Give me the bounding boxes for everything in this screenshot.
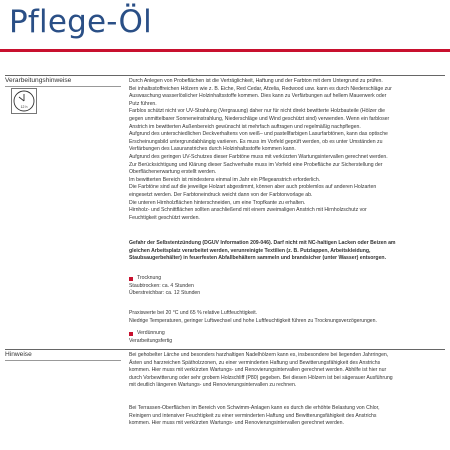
verduennung-block bbox=[129, 330, 441, 345]
trocknung-line: Staubtrocken: ca. 4 Stunden bbox=[129, 282, 194, 289]
paragraph-line: Im bewitterten Bereich ist mindestens einmal im Jahr ein Pflegeanstrich erforderlich. bbox=[129, 176, 321, 183]
paragraph-line: Hirnholz- und Schnittflächen sollten anschließend mit einem zweimaligen Anstrich mit Hirnholzschutz vor bbox=[129, 207, 367, 214]
paragraph-line: Zur Berücksichtigung und Klärung dieser Sachverhalte muss im Vorfeld eine Probefläche zur Sicherstellung der bbox=[129, 161, 383, 168]
paragraph-line: Bei Terrassen-Oberflächen im Bereich von Schwimm-Anlagen kann es durch die erhöhte Belastung von Chlor, bbox=[129, 405, 380, 411]
section-top-rule bbox=[5, 75, 445, 76]
page-title: Pflege-Öl bbox=[9, 4, 152, 40]
paragraph-line: Erscheinungsbild untergrundabhängig variieren. Es muss im Vorfeld geprüft werden, ob es unter Umständen zu bbox=[129, 138, 383, 145]
section-rule-hinweise bbox=[5, 349, 445, 350]
warning-block bbox=[129, 240, 441, 263]
paragraph-line: Verfärbungen des Lasuranstriches durch Holzinhaltsstoffe kommen kann. bbox=[129, 146, 296, 153]
paragraph-line: Auswaschung wasserlöslicher Holzinhaltsstoffe kommen. Dies kann zu Verfärbungen auf hellem Mauerwerk oder bbox=[129, 93, 387, 100]
paragraph-line: Aufgrund des geringen UV-Schutzes dieser Farbtöne muss mit verkürzten Wartungsintervallen gerechnet werden. bbox=[129, 153, 388, 160]
paragraph-line: eingesetzt werden. Der Farbtoneindruck weicht dann von der Farbtonvorlage ab. bbox=[129, 191, 313, 198]
verarbeitung-text bbox=[129, 78, 441, 222]
title-divider bbox=[0, 49, 450, 52]
paragraph-line: Feuchtigkeit geschützt werden. bbox=[129, 214, 200, 221]
verduennung-line: Verarbeitungsfertig bbox=[129, 337, 173, 344]
paragraph-line: Die Farbtöne sind auf die jeweilige Holzart abgestimmt, können aber auch problemlos auf anderen Holzarten bbox=[129, 184, 377, 191]
paragraph-line: Oberflächenerwartung erstellt werden. bbox=[129, 169, 217, 176]
paragraph-line: Farblos schützt nicht vor UV-Strahlung (Vergrauung) daher nur für nicht direkt bewitterte Holzbauteile (Hölzer die bbox=[129, 108, 386, 115]
paragraph-line: Die unteren Hirnholzflächen hinterschneiden, um eine Tropfkante zu erhalten. bbox=[129, 199, 306, 206]
hinweise-text-1 bbox=[129, 352, 441, 390]
label-underline bbox=[5, 360, 121, 361]
verduennung-heading-row bbox=[129, 330, 441, 338]
paragraph-line: Bei gehobelter Lärche und besonders harzhaltigen Nadelhölzern kann es, insbesondere bei liegenden Jahrringen, bbox=[129, 352, 389, 358]
paragraph-line: Ästen und harzreichen Spätholzzonen, zu einer verminderten Haftung und Bewitterungsfähigkeit des Anstrichs bbox=[129, 359, 381, 366]
paragraph-line: Bei inhaltsstoffreichen Hölzern wie z. B. Eiche, Red Cedar, Afzelia, Redwood usw. kann es durch Niederschläge zur bbox=[129, 85, 392, 92]
paragraph-line: Putz führen. bbox=[129, 100, 157, 107]
paragraph-line: Reinigern und intensiver Feuchtigkeit zu einer verminderten Haftung und Bewitterungsfähigkeit des Anstrichs bbox=[129, 412, 377, 419]
praxis-line: Praxiswerte bei 20 °C und 65 % relative Luftfeuchtigkeit. bbox=[129, 310, 258, 316]
verduennung-heading: Verdünnung bbox=[137, 330, 165, 336]
section-label-hinweise: Hinweise bbox=[5, 351, 32, 358]
clock-icon bbox=[11, 88, 37, 114]
trocknung-heading-row bbox=[129, 275, 441, 283]
paragraph-line: mit deutlich längeren Wartungs- und Renovierungsintervallen zu rechnen. bbox=[129, 382, 297, 389]
paragraph-line: Durch Anlegen von Probeflächen ist die Verträglichkeit, Haftung und der Farbton mit dem Untergrund zu prüfen. bbox=[129, 78, 383, 84]
paragraph-line: Aufgrund des unterschiedlichen Deckverhaltens von weiß– und pastellfarbigen Lasurfarbtönen, kann das optische bbox=[129, 131, 388, 138]
paragraph-line: durch Vorbewitterung oder sehr grobem Holzschliff (P80) gegeben. Bei diesen Hölzern ist bei sägerauer Ausführung bbox=[129, 374, 393, 381]
section-label-verarbeitung: Verarbeitungshinweise bbox=[5, 77, 72, 84]
red-square-icon bbox=[129, 332, 133, 336]
trocknung-line: Überstreichbar: ca. 12 Stunden bbox=[129, 290, 201, 297]
praxis-line: Niedrige Temperaturen, geringer Luftwechsel und hohe Luftfeuchtigkeit führen zu Trocknungsverzögerungen. bbox=[129, 317, 377, 324]
label-underline bbox=[5, 86, 121, 87]
paragraph-line: kommen. Hier muss mit verkürzten Wartungs- und Renovierungsintervallen gerechnet werden. bbox=[129, 420, 344, 427]
red-square-icon bbox=[129, 277, 133, 281]
clock-label: 12 h bbox=[20, 105, 28, 109]
warning-line: Staubsaugerbehälter) in feuerfesten Abfallbehältern sammeln und brandsicher (unter Wasser) entsorgen. bbox=[129, 255, 386, 262]
trocknung-heading: Trocknung bbox=[137, 275, 162, 281]
trocknung-block bbox=[129, 275, 441, 298]
paragraph-line: gegen unmittelbarer Sonneneinstrahlung, Niederschläge und Wind geschützt sind) verwenden. Wenn ein farbloser bbox=[129, 115, 390, 122]
hinweise-text-2 bbox=[129, 405, 441, 428]
paragraph-line: kommen. Hier muss mit verkürzten Wartungs- und Renovierungsintervallen gerechnet werden. Abhilfe ist hier nur bbox=[129, 367, 387, 374]
warning-line: gleichen Arbeitsplatz verarbeitet werden, verunreinigte Textilien (z. B. Putzlappen, Arbeitskleidung, bbox=[129, 247, 371, 254]
warning-line: Gefahr der Selbstentzündung (DGUV Information 209-046). Darf nicht mit NC-haltigen Lacken oder Beizen am bbox=[129, 240, 396, 246]
praxis-block bbox=[129, 310, 441, 325]
paragraph-line: Anstrich im bewitterten Außenbereich gewünscht ist mehrfach auftragen und regelmäßig nachpflegen. bbox=[129, 123, 361, 130]
